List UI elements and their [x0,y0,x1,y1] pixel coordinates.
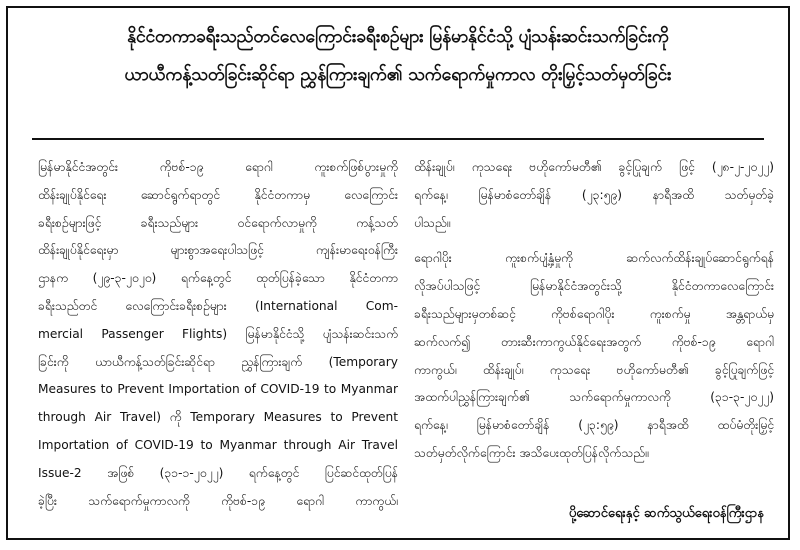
left-paragraph [38,154,398,515]
notice-frame [6,6,790,540]
text-line: ခဲ့ပြီး သက်ရောက်မှုကာလကို ကိုဗစ်-၁၉ ရောဂါ ကာကွယ်၊ [38,493,398,508]
text-line: ထိန်းချုပ်နိုင်ရေး ဆောင်ရွက်ရာတွင် နိုင်ငံတကာမှ လေကြောင်း [38,187,398,202]
text-line: ရက်နေ့၊ မြန်မာစံတော်ချိန် (၂၃:၅၉) နာရီအထိ သတ်မှတ်ခဲ့ [414,187,774,202]
text-line: Importation of COVID-19 to Myanmar through Air Travel [38,437,398,452]
text-line: ထိန်းချုပ်နိုင်ရေးမှာ များစွာအရေးပါသဖြင့် ကျန်းမာရေးဝန်ကြီး [38,243,398,258]
notice-title [8,18,788,94]
text-line: သတ်မှတ်လိုက်ကြောင်း အသိပေးထုတ်ပြန်လိုက်သည်။ [414,445,649,460]
text-line: Issue-2 အဖြစ် (၃၁-၁-၂၀၂၂) ရက်နေ့တွင် ပြင်ဆင်ထုတ်ပြန် [38,465,398,480]
text-line: ပါသည်။ [414,215,451,230]
text-line: ရောဂါပိုး ကူးစက်ပျံ့နှံ့မှုကို ဆက်လက်ထိန်းချုပ်ဆောင်ရွက်ရန် [414,251,774,266]
text-line: ခရီးစဉ်များဖြင့် ခရီးသည်များ ဝင်ရောက်လာမှုကို ကန့်သတ် [38,215,398,230]
text-line: လိုအပ်ပါသဖြင့် မြန်မာနိုင်ငံအတွင်းသို့ နိုင်ငံတကာလေကြောင်း [414,279,774,294]
title-line-1: နိုင်ငံတကာခရီးသည်တင်လေကြောင်းခရီးစဉ်များ မြန်မာနိုင်ငံသို့ ပျံသန်းဆင်းသက်ခြင်းကို [127,27,669,47]
text-line: Measures to Prevent Importation of COVID-19 to Myanmar [38,382,398,397]
text-line: အထက်ပါညွှန်ကြားချက်၏ သက်ရောက်မှုကာလကို (၃၁-၃-၂၀၂၂) [414,390,774,405]
text-line: ခရီးသည်များမှတစ်ဆင့် ကိုဗစ်ရောဂါပိုး ကူးစက်မှု အန္တရာယ်မှ [414,306,774,321]
text-line: ခြင်းကို ယာယီကန့်သတ်ခြင်းဆိုင်ရာ ညွှန်ကြားချက် (Temporary [38,354,398,369]
text-line: ရက်နေ့၊ မြန်မာစံတော်ချိန် (၂၃:၅၉) နာရီအထိ ထပ်မံတိုးမြှင့် [414,418,774,433]
text-line: ခရီးသည်တင် လေကြောင်းခရီးစဉ်များ (International Com- [38,298,398,313]
text-line: ဌာနက (၂၉-၃-၂၀၂၀) ရက်နေ့တွင် ထုတ်ပြန်ခဲ့သော နိုင်ငံတကာ [38,271,398,286]
issuing-ministry: ပို့ဆောင်ရေးနှင့် ဆက်သွယ်ရေးဝန်ကြီးဌာန [568,506,764,521]
text-line: through Air Travel) ကို Temporary Measures to Prevent [38,410,398,425]
text-line: မြန်မာနိုင်ငံအတွင်း ကိုဗစ်-၁၉ ရောဂါ ကူးစက်ဖြစ်ပွားမှုကို [38,160,398,174]
right-column [414,154,774,468]
text-line: mercial Passenger Flights) မြန်မာနိုင်ငံသို့ ပျံသန်းဆင်းသက် [38,326,398,341]
right-paragraph-2 [414,245,774,467]
text-line: ကာကွယ်၊ ထိန်းချုပ်၊ ကုသရေး ဗဟိုကော်မတီ၏ ခွင့်ပြုချက်ဖြင့် [414,362,774,377]
text-line: ထိန်းချုပ်၊ ကုသရေး ဗဟိုကော်မတီ၏ ခွင့်ပြုချက် ဖြင့် (၂၈-၂-၂၀၂၂) [414,160,774,174]
title-line-2: ယာယီကန့်သတ်ခြင်းဆိုင်ရာ ညွှန်ကြားချက်၏ သက်ရောက်မှုကာလ တိုးမြှင့်သတ်မှတ်ခြင်း [124,65,672,85]
text-line: ဆက်လက်၍ တားဆီးကာကွယ်နိုင်ရေးအတွက် ကိုဗစ်-၁၉ ရောဂါ [414,334,774,349]
left-column [38,154,398,515]
right-paragraph-1 [414,154,774,237]
title-divider [32,138,764,140]
paragraph-gap [414,237,774,245]
